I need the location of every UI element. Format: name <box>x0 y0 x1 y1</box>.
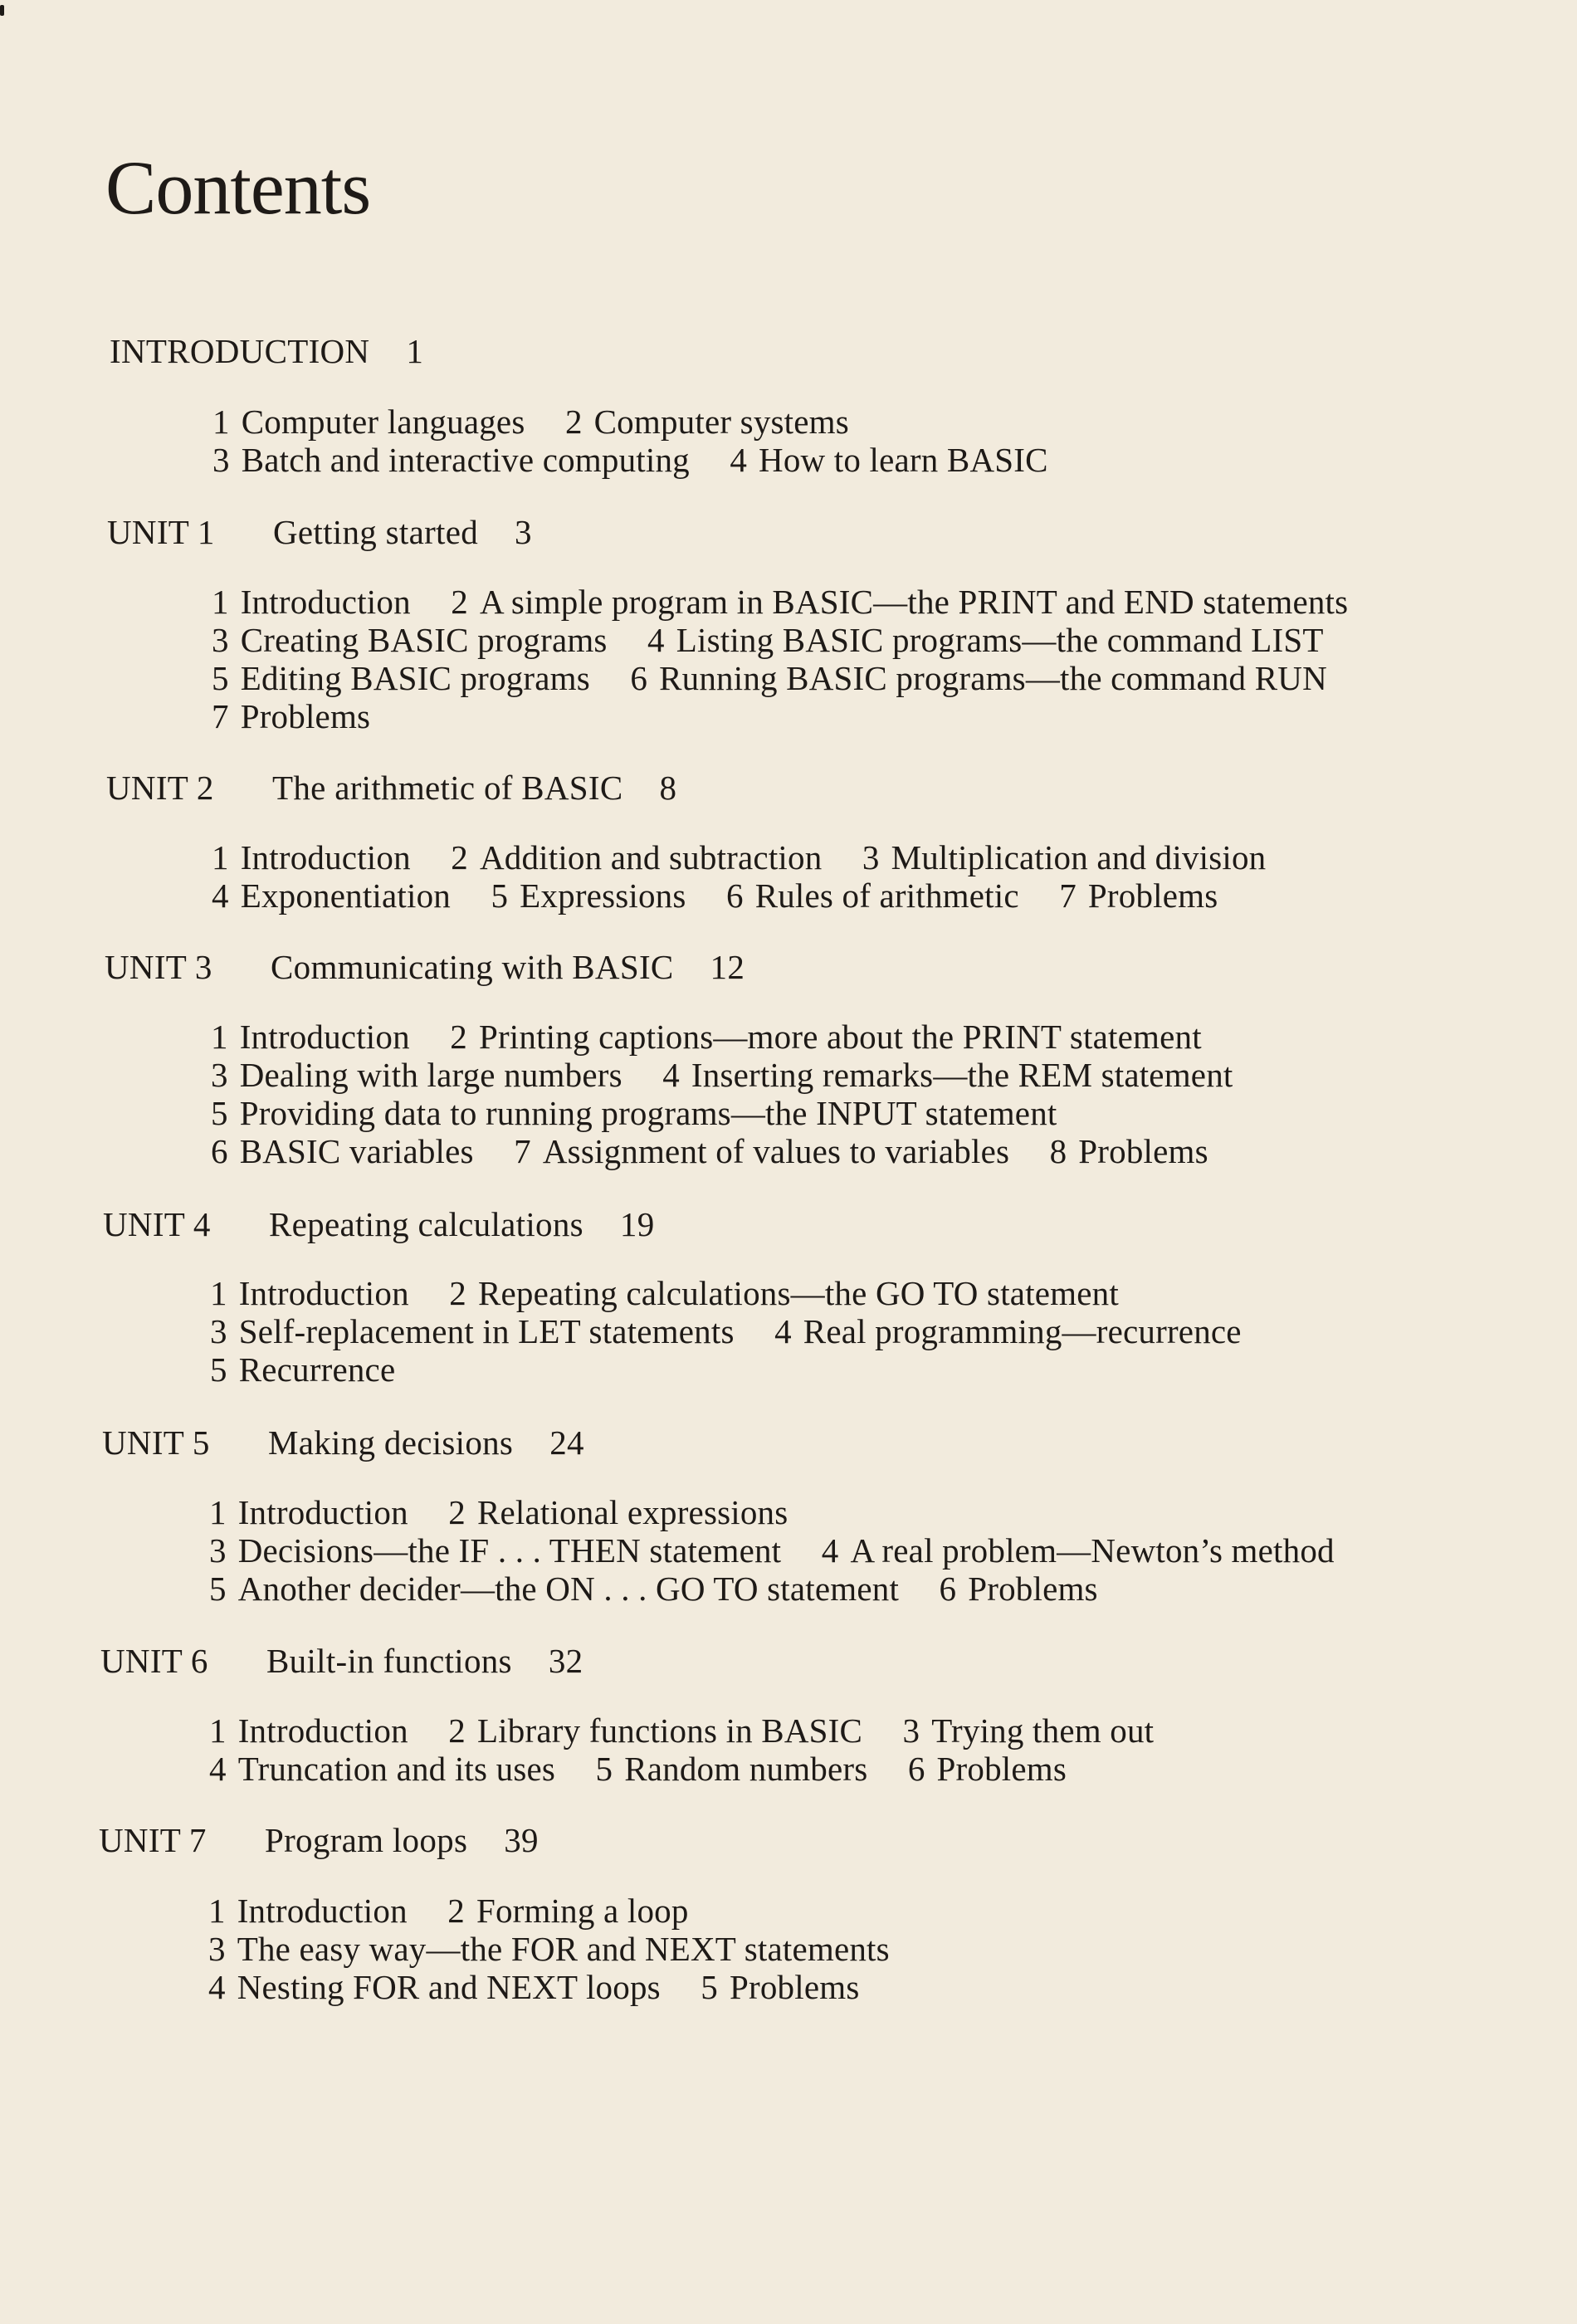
unit-label: UNIT 2 <box>106 769 214 807</box>
section-number: 2 <box>448 1711 466 1750</box>
section-number: 1 <box>208 1892 226 1930</box>
section-entry <box>596 1750 868 1788</box>
section-number: 6 <box>211 1132 228 1170</box>
section-entry <box>448 1493 788 1531</box>
section-entry <box>212 583 411 621</box>
unit-label: UNIT 3 <box>105 948 212 986</box>
section-title: Multiplication and division <box>891 838 1267 876</box>
section-title: Printing captions—more about the PRINT statement <box>478 1018 1202 1056</box>
section-number: 6 <box>630 659 648 697</box>
section-number: 6 <box>907 1750 925 1788</box>
section-entry <box>212 659 590 697</box>
section-number: 2 <box>448 1493 466 1531</box>
section-title: BASIC variables <box>239 1132 474 1170</box>
unit-title: Repeating calculations 19 <box>269 1205 655 1243</box>
section-title: A simple program in BASIC—the PRINT and END statements <box>479 583 1349 621</box>
unit-label: UNIT 6 <box>100 1642 208 1680</box>
section-entry <box>730 441 1047 479</box>
section-title: Introduction <box>239 1018 410 1056</box>
section-number: 2 <box>451 838 468 876</box>
section-entry <box>212 403 525 441</box>
section-title: Problems <box>240 697 371 735</box>
section-entry <box>662 1056 1233 1094</box>
section-number: 2 <box>451 583 468 621</box>
unit-title: The arithmetic of BASIC 8 <box>272 769 677 807</box>
section-entry <box>903 1711 1155 1750</box>
section-title: Listing BASIC programs—the command LIST <box>676 621 1324 659</box>
unit-label: UNIT 4 <box>103 1205 211 1243</box>
section-number: 2 <box>450 1018 467 1056</box>
unit-page-number: 39 <box>504 1821 539 1859</box>
section-entry <box>491 876 686 915</box>
section-title: Recurrence <box>238 1350 396 1389</box>
section-number: 4 <box>821 1531 839 1570</box>
section-entry <box>212 838 411 876</box>
section-entry <box>647 621 1324 659</box>
section-title: A real problem—Newton’s method <box>850 1531 1335 1570</box>
unit-title: Built-in functions 32 <box>266 1642 583 1680</box>
section-entry <box>774 1312 1242 1350</box>
unit-title: Making decisions 24 <box>268 1423 584 1462</box>
unit-title: Getting started 3 <box>273 513 532 551</box>
section-number: 5 <box>701 1968 718 2006</box>
section-number: 3 <box>902 1711 920 1750</box>
unit-title: Communicating with BASIC 12 <box>271 948 745 986</box>
section-entry <box>908 1750 1067 1788</box>
unit-page-number: 32 <box>548 1642 583 1680</box>
section-entry <box>212 876 451 915</box>
unit-3-section-list <box>211 1018 1389 1170</box>
section-title: Truncation and its uses <box>237 1750 556 1788</box>
section-number: 1 <box>210 1274 227 1312</box>
unit-4-section-list <box>210 1274 1389 1389</box>
section-number: 7 <box>1059 876 1077 915</box>
ink-speck <box>0 5 4 16</box>
section-entry <box>210 1350 395 1389</box>
section-entry <box>212 697 370 735</box>
section-entry <box>211 1018 410 1056</box>
section-number: 2 <box>449 1274 466 1312</box>
section-title: Relational expressions <box>476 1493 788 1531</box>
section-entry <box>701 1968 859 2006</box>
section-number: 5 <box>211 1094 228 1132</box>
section-number: 4 <box>212 876 229 915</box>
section-number: 6 <box>939 1570 957 1608</box>
section-title: Addition and subtraction <box>479 838 823 876</box>
section-title: Self-replacement in LET statements <box>238 1312 735 1350</box>
unit-page-number: 8 <box>659 769 677 807</box>
section-title: Introduction <box>237 1892 408 1930</box>
section-entry <box>209 1531 781 1570</box>
section-number: 1 <box>212 583 229 621</box>
section-entry <box>209 1750 555 1788</box>
section-entry <box>862 838 1267 876</box>
section-title: Rules of arithmetic <box>754 876 1019 915</box>
unit-page-number: 24 <box>549 1423 584 1462</box>
section-entry <box>210 1274 409 1312</box>
section-title: Another decider—the ON . . . GO TO statement <box>237 1570 900 1608</box>
unit-title: Program loops 39 <box>265 1821 539 1859</box>
section-title: Providing data to running programs—the INPUT statement <box>239 1094 1057 1132</box>
section-entry <box>1050 1132 1208 1170</box>
section-number: 3 <box>211 1056 228 1094</box>
section-entry <box>451 838 822 876</box>
section-title: Exponentiation <box>240 876 452 915</box>
unit-label: UNIT 5 <box>102 1423 210 1462</box>
section-title: How to learn BASIC <box>759 441 1048 479</box>
section-number: 4 <box>209 1750 227 1788</box>
section-title: Problems <box>1087 876 1218 915</box>
section-entry <box>209 1711 408 1750</box>
section-number: 7 <box>514 1132 531 1170</box>
section-entry <box>211 1132 474 1170</box>
section-title: Problems <box>968 1570 1098 1608</box>
section-entry <box>447 1892 688 1930</box>
section-number: 5 <box>491 876 509 915</box>
section-entry <box>211 1094 1057 1132</box>
introduction-page-number: 1 <box>406 332 424 370</box>
introduction-section-list <box>212 403 1391 479</box>
section-number: 3 <box>212 441 230 479</box>
introduction-label: INTRODUCTION <box>110 332 370 370</box>
unit-label: UNIT 7 <box>99 1821 207 1859</box>
section-entry <box>212 441 690 479</box>
section-number: 1 <box>209 1493 227 1531</box>
section-entry <box>210 1312 735 1350</box>
section-title: Decisions—the IF . . . THEN statement <box>237 1531 782 1570</box>
section-number: 7 <box>212 697 229 735</box>
section-entry <box>451 583 1348 621</box>
section-entry <box>208 1968 661 2006</box>
section-entry <box>209 1493 408 1531</box>
section-number: 5 <box>212 659 229 697</box>
unit-page-number: 19 <box>619 1205 655 1243</box>
section-number: 4 <box>208 1968 226 2006</box>
section-title: Editing BASIC programs <box>240 659 590 697</box>
section-title: Expressions <box>520 876 686 915</box>
section-entry <box>940 1570 1098 1608</box>
unit-label: UNIT 1 <box>107 513 215 551</box>
section-title: Problems <box>936 1750 1067 1788</box>
section-title: Assignment of values to variables <box>542 1132 1010 1170</box>
section-title: Creating BASIC programs <box>240 621 608 659</box>
section-title: Introduction <box>240 838 411 876</box>
section-entry <box>212 621 608 659</box>
section-title: Inserting remarks—the REM statement <box>691 1056 1233 1094</box>
section-title: Random numbers <box>624 1750 868 1788</box>
section-number: 1 <box>212 838 229 876</box>
unit-page-number: 3 <box>515 513 532 551</box>
section-number: 2 <box>564 403 583 441</box>
unit-page-number: 12 <box>710 948 745 986</box>
page-title: Contents <box>105 145 371 230</box>
section-number: 4 <box>730 441 748 479</box>
section-entry <box>1059 876 1218 915</box>
section-entry <box>822 1531 1335 1570</box>
section-title: Dealing with large numbers <box>239 1056 622 1094</box>
section-title: Introduction <box>237 1493 408 1531</box>
section-number: 3 <box>862 838 880 876</box>
section-entry <box>449 1274 1119 1312</box>
section-number: 4 <box>774 1312 792 1350</box>
section-entry <box>630 659 1326 697</box>
section-title: Trying them out <box>931 1711 1155 1750</box>
section-title: Introduction <box>240 583 411 621</box>
section-entry <box>448 1711 862 1750</box>
section-number: 4 <box>647 621 665 659</box>
unit-2-section-list <box>212 838 1390 915</box>
section-number: 3 <box>212 621 229 659</box>
section-number: 3 <box>210 1312 227 1350</box>
unit-6-section-list <box>209 1711 1388 1788</box>
section-entry <box>209 1570 899 1608</box>
section-title: The easy way—the FOR and NEXT statements <box>237 1930 890 1968</box>
section-title: Repeating calculations—the GO TO statement <box>477 1274 1119 1312</box>
section-number: 3 <box>209 1531 227 1570</box>
section-number: 8 <box>1049 1132 1067 1170</box>
unit-1-section-list <box>212 583 1390 735</box>
section-title: Introduction <box>237 1711 408 1750</box>
section-number: 5 <box>210 1350 227 1389</box>
section-entry <box>450 1018 1202 1056</box>
section-title: Real programming—recurrence <box>803 1312 1242 1350</box>
unit-5-section-list <box>209 1493 1388 1608</box>
section-title: Computer systems <box>593 403 849 441</box>
unit-7-section-list <box>208 1892 1387 2006</box>
section-entry <box>514 1132 1009 1170</box>
section-number: 1 <box>209 1711 227 1750</box>
section-title: Library functions in BASIC <box>476 1711 863 1750</box>
section-title: Running BASIC programs—the command RUN <box>659 659 1327 697</box>
section-number: 3 <box>208 1930 226 1968</box>
section-number: 5 <box>595 1750 613 1788</box>
section-title: Problems <box>1078 1132 1208 1170</box>
section-number: 6 <box>725 876 744 915</box>
section-number: 1 <box>212 403 230 441</box>
section-number: 4 <box>662 1056 680 1094</box>
section-title: Batch and interactive computing <box>241 441 690 479</box>
section-number: 2 <box>447 1892 465 1930</box>
section-title: Nesting FOR and NEXT loops <box>237 1968 661 2006</box>
section-entry <box>208 1930 890 1968</box>
section-entry <box>726 876 1019 915</box>
section-title: Problems <box>729 1968 860 2006</box>
section-number: 5 <box>209 1570 227 1608</box>
section-title: Introduction <box>238 1274 409 1312</box>
introduction-heading <box>110 334 423 369</box>
section-entry <box>211 1056 622 1094</box>
section-title: Forming a loop <box>476 1892 689 1930</box>
section-entry <box>208 1892 408 1930</box>
section-number: 1 <box>211 1018 228 1056</box>
section-title: Computer languages <box>241 403 525 441</box>
section-entry <box>565 403 849 441</box>
